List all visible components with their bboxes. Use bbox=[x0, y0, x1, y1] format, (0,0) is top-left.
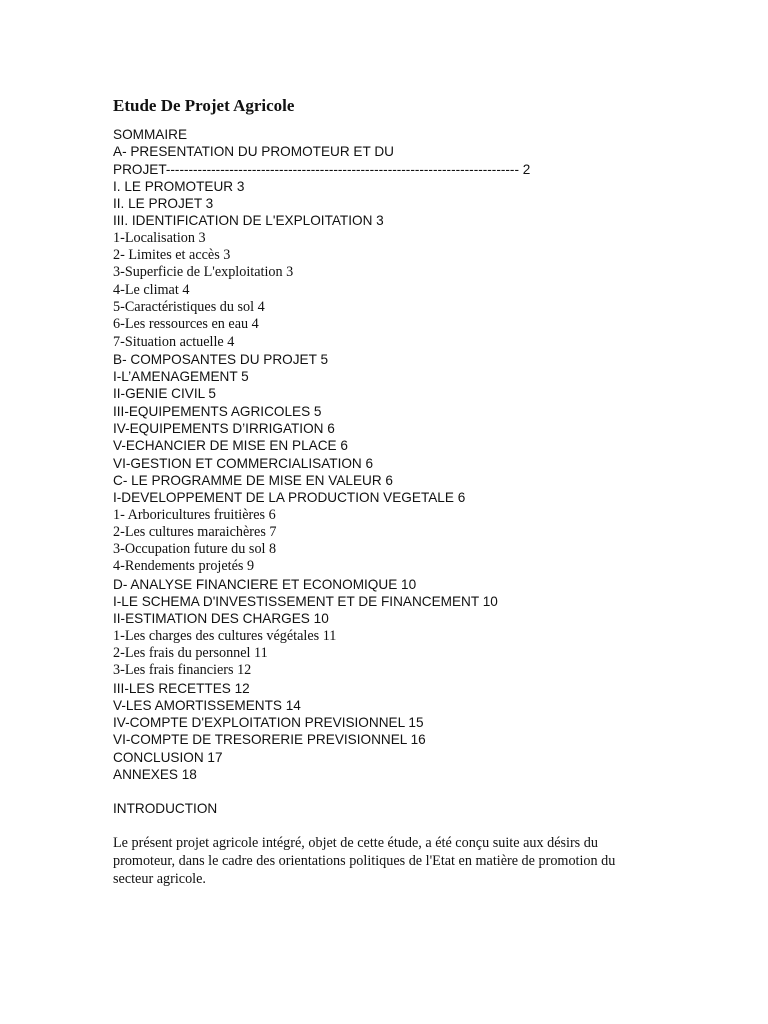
toc-entry: IV-COMPTE D'EXPLOITATION PREVISIONNEL 15 bbox=[113, 715, 424, 731]
toc-entry: VI-GESTION ET COMMERCIALISATION 6 bbox=[113, 455, 374, 471]
toc-entry: V-LES AMORTISSEMENTS 14 bbox=[113, 697, 301, 713]
toc-entry: 4-Le climat 4 bbox=[113, 281, 190, 298]
toc-entry: II-GENIE CIVIL 5 bbox=[113, 386, 216, 402]
toc-entry: 3-Superficie de L'exploitation 3 bbox=[113, 264, 294, 281]
toc-entry: II. LE PROJET 3 bbox=[113, 196, 214, 212]
toc-entry: CONCLUSION 17 bbox=[113, 749, 223, 765]
introduction-paragraph: Le présent projet agricole intégré, objet de cette étude, a été conçu suite aux désirs du promoteur, dans le cadre des orientations politiques de l'Etat en matière de promotion du secteur agricole. bbox=[113, 835, 616, 888]
toc-entry: IV-EQUIPEMENTS D’IRRIGATION 6 bbox=[113, 421, 335, 437]
sommaire-heading: SOMMAIRE bbox=[113, 127, 188, 142]
toc-entry: 2-Les cultures maraichères 7 bbox=[113, 523, 277, 540]
toc-entry: PROJET------------------------------------------------------------------------------ 2 bbox=[113, 161, 531, 177]
document-title: Etude De Projet Agricole bbox=[113, 96, 295, 115]
spacer bbox=[113, 817, 673, 834]
toc-entry: I-DEVELOPPEMENT DE LA PRODUCTION VEGETALE 6 bbox=[113, 490, 466, 506]
toc-entry: I-L’AMENAGEMENT 5 bbox=[113, 369, 249, 385]
toc-entry: 3-Les frais financiers 12 bbox=[113, 662, 252, 679]
toc-entry: III. IDENTIFICATION DE L'EXPLOITATION 3 bbox=[113, 213, 384, 229]
toc-entry: I. LE PROMOTEUR 3 bbox=[113, 178, 245, 194]
toc-entry: 1- Arboricultures fruitières 6 bbox=[113, 506, 276, 523]
toc-entry: C- LE PROGRAMME DE MISE EN VALEUR 6 bbox=[113, 472, 393, 488]
toc-entry: 2-Les frais du personnel 11 bbox=[113, 644, 268, 661]
toc-entry: I-LE SCHEMA D'INVESTISSEMENT ET DE FINANCEMENT 10 bbox=[113, 594, 498, 610]
toc-entry: II-ESTIMATION DES CHARGES 10 bbox=[113, 611, 329, 627]
toc-entry: VI-COMPTE DE TRESORERIE PREVISIONNEL 16 bbox=[113, 732, 426, 748]
toc-entry: 4-Rendements projetés 9 bbox=[113, 558, 255, 575]
toc-entry: 3-Occupation future du sol 8 bbox=[113, 541, 277, 558]
toc-entry: 1-Localisation 3 bbox=[113, 229, 206, 246]
toc-entry: 2- Limites et accès 3 bbox=[113, 247, 231, 264]
toc-entry: ANNEXES 18 bbox=[113, 766, 197, 782]
toc-entry: B- COMPOSANTES DU PROJET 5 bbox=[113, 351, 329, 367]
toc-entry: D- ANALYSE FINANCIERE ET ECONOMIQUE 10 bbox=[113, 576, 417, 592]
toc-entry: V-ECHANCIER DE MISE EN PLACE 6 bbox=[113, 438, 348, 454]
toc-entry: 1-Les charges des cultures végétales 11 bbox=[113, 627, 337, 644]
toc-entry: III-LES RECETTES 12 bbox=[113, 680, 250, 696]
toc-entry: A- PRESENTATION DU PROMOTEUR ET DU bbox=[113, 144, 394, 160]
toc-entry: 6-Les ressources en eau 4 bbox=[113, 316, 259, 333]
toc-entry: III-EQUIPEMENTS AGRICOLES 5 bbox=[113, 403, 322, 419]
introduction-heading: INTRODUCTION bbox=[113, 801, 218, 817]
toc-entry: 7-Situation actuelle 4 bbox=[113, 333, 235, 350]
document-page bbox=[113, 95, 673, 888]
table-of-contents bbox=[113, 143, 673, 783]
toc-entry: 5-Caractéristiques du sol 4 bbox=[113, 298, 265, 315]
spacer bbox=[113, 783, 673, 800]
